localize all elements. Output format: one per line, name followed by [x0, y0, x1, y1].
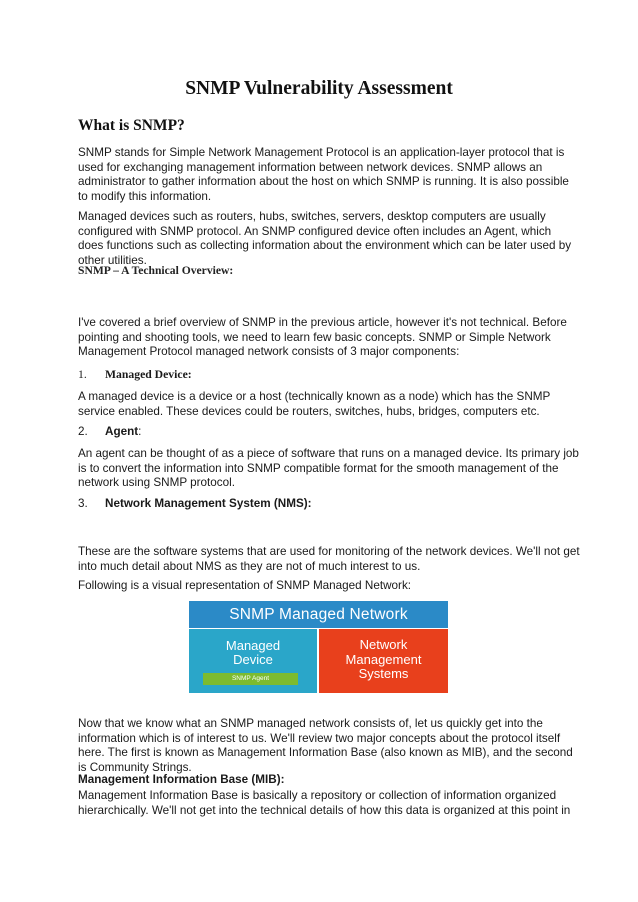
text-line: does functions such as collecting information about the environment which can be later used by: [78, 239, 572, 252]
text-line: Management Protocol managed network consists of 3 major components:: [78, 345, 460, 358]
text-line: into much detail about NMS as they are not of much interest to us.: [78, 559, 421, 573]
text-line: These are the software systems that are used for monitoring of the network devices. We'll not get: [78, 545, 580, 558]
paragraph-after-diagram: [78, 717, 573, 775]
text-line: other utilities.: [78, 253, 147, 267]
snmp-network-diagram: [189, 601, 448, 693]
diagram-text-line: Managed: [225, 638, 281, 653]
text-line: information which is of interest to us. We'll review two major concepts about the protocol itself: [78, 731, 561, 745]
paragraph-agent-desc: [78, 447, 579, 491]
text-line: here. The first is known as Management Information Base (also known as MIB), and the second: [78, 746, 573, 759]
paragraph-visual-intro: [78, 579, 568, 594]
component-label: Agent: [105, 425, 139, 438]
text-line: I've covered a brief overview of SNMP in the previous article, however it's not technical. Before: [78, 316, 567, 329]
component-item-managed-device: [78, 368, 192, 381]
diagram-text-line: Network: [359, 637, 408, 652]
section-heading-mib: Management Information Base (MIB):: [78, 773, 285, 786]
list-number: 1.: [78, 368, 87, 381]
text-line: Managed devices such as routers, hubs, switches, servers, desktop computers are usually: [78, 210, 546, 223]
paragraph-snmp-definition: [78, 146, 568, 204]
page-title: SNMP Vulnerability Assessment: [185, 78, 453, 99]
text-line: pointing and shooting tools, we need to learn few basic concepts. SNMP or Simple Network: [78, 330, 551, 344]
diagram-text-line: Device: [233, 652, 273, 667]
diagram-text-line: Management: [345, 651, 422, 667]
text-line: administrator to gather information about the host on which SNMP is running. It is also possible: [78, 175, 569, 188]
diagram-nms-box: [319, 629, 448, 693]
text-line: service enabled. These devices could be routers, switches, hubs, bridges, computers etc.: [78, 404, 540, 418]
text-line: used for exchanging management information between network devices. SNMP allows an: [78, 160, 543, 174]
text-line: SNMP stands for Simple Network Management Protocol is an application-layer protocol that is: [78, 146, 565, 159]
component-label: Managed Device:: [105, 368, 192, 381]
text-line: Management Information Base is basically a repository or collection of information organized: [78, 789, 557, 802]
text-line: Following is a visual representation of SNMP Managed Network:: [78, 579, 412, 592]
paragraph-nms-desc: [78, 545, 580, 574]
diagram-text-line: Systems: [358, 666, 409, 681]
text-line: is Community Strings.: [78, 760, 192, 774]
text-line: hierarchically. We'll not get into the technical details of how this data is organized at this point in: [78, 803, 571, 817]
section-heading-technical-overview: SNMP – A Technical Overview:: [78, 264, 234, 277]
text-line: A managed device is a device or a host (technically known as a node) which has the SNMP: [78, 390, 551, 403]
diagram-managed-device-label: [189, 639, 317, 667]
component-label-suffix: :: [138, 425, 142, 438]
diagram-nms-label: [319, 638, 448, 682]
diagram-snmp-agent-bar: SNMP Agent: [203, 673, 298, 685]
diagram-header: SNMP Managed Network: [189, 601, 448, 628]
text-line: network using SNMP protocol.: [78, 476, 235, 489]
text-line: to modify this information.: [78, 189, 212, 203]
section-heading-what-is-snmp: What is SNMP?: [78, 117, 185, 134]
text-line: is to convert the information into SNMP compatible format for the smooth management of the: [78, 461, 559, 475]
paragraph-managed-device-desc: [78, 390, 568, 419]
diagram-managed-device-box: [189, 629, 317, 693]
component-item-nms: [78, 497, 312, 510]
component-item-agent: [78, 425, 141, 438]
text-line: An agent can be thought of as a piece of software that runs on a managed device. Its primary job: [78, 447, 579, 460]
text-line: Now that we know what an SNMP managed network consists of, let us quickly get into the: [78, 717, 543, 730]
component-label: Network Management System (NMS):: [105, 497, 312, 510]
paragraph-managed-devices: [78, 210, 572, 268]
paragraph-overview: [78, 316, 568, 360]
text-line: configured with SNMP protocol. An SNMP configured device often includes an Agent, which: [78, 224, 552, 238]
paragraph-mib: [78, 789, 571, 818]
list-number: 3.: [78, 497, 88, 510]
list-number: 2.: [78, 425, 88, 438]
